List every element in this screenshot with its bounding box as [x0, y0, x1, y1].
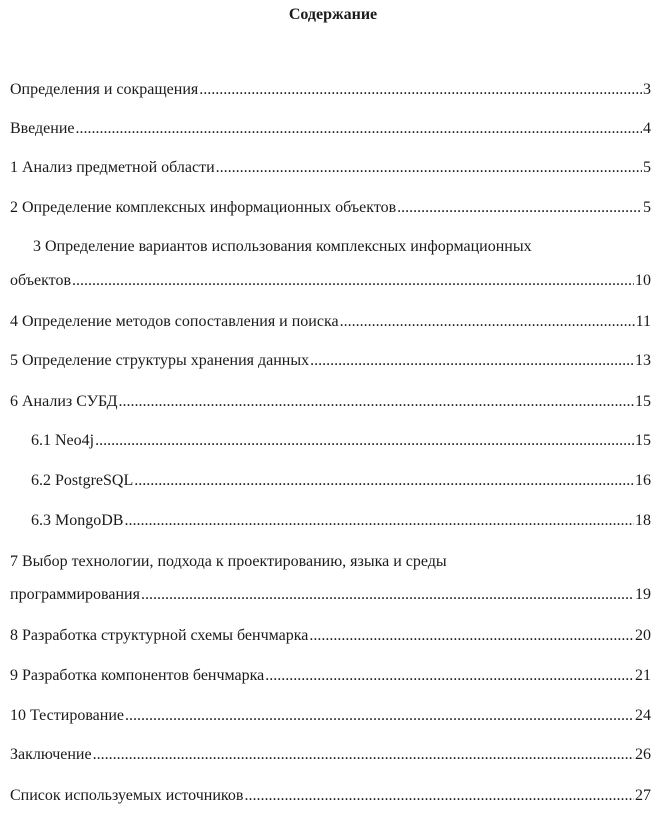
toc-entry-text: 6 Анализ СУБД [10, 393, 118, 410]
toc-page-number: 5 [643, 159, 651, 176]
toc-page-number: 11 [635, 313, 651, 330]
toc-page-number: 18 [635, 512, 651, 529]
toc-leader [125, 706, 634, 726]
toc-leader [119, 392, 634, 412]
toc-leader [76, 119, 643, 139]
page-title: Содержание [288, 6, 378, 23]
toc-entry-text-line1: 7 Выбор технологии, подхода к проектированию, языка и среды [10, 553, 447, 570]
toc-entry [10, 198, 651, 218]
toc-entry-text-line1: 3 Определение вариантов использования комплексных информационных [33, 238, 532, 255]
toc-page-number: 16 [635, 472, 651, 489]
toc-page-number: 10 [635, 272, 651, 289]
toc-entry-text: 4 Определение методов сопоставления и поиска [10, 313, 339, 330]
toc-page-number: 5 [643, 199, 651, 216]
toc-entry-text: 10 Тестирование [10, 707, 124, 724]
toc-entry [31, 471, 651, 491]
toc-entry-text: 5 Определение структуры хранения данных [10, 352, 310, 369]
toc-page-number: 20 [635, 627, 651, 644]
toc-entry [31, 511, 651, 531]
toc-entry [10, 786, 651, 806]
toc-page-number: 3 [643, 81, 651, 98]
toc-entry-text: 6.2 PostgreSQL [31, 472, 134, 489]
toc-leader [95, 431, 634, 451]
toc-entry-text: Список используемых источников [10, 787, 244, 804]
toc-entry [10, 745, 651, 765]
toc-page-number: 4 [643, 120, 651, 137]
toc-entry-text: 6.1 Neo4j [31, 432, 95, 449]
toc-entry-text: 1 Анализ предметной области [10, 159, 215, 176]
toc-page-number: 21 [635, 667, 651, 684]
toc-entry [10, 666, 651, 686]
toc-entry-text: Заключение [10, 746, 92, 763]
toc-entry [10, 351, 651, 371]
toc-entry [10, 158, 651, 178]
toc-entry-text: объектов [10, 272, 72, 289]
toc-entry [10, 80, 651, 100]
toc-entry [10, 392, 651, 412]
toc-entry [10, 626, 651, 646]
toc-entry-text: Введение [10, 120, 75, 137]
toc-entry [10, 585, 651, 605]
toc-page-number: 19 [635, 586, 651, 603]
toc-leader [141, 585, 634, 605]
toc-page-number: 27 [635, 787, 651, 804]
toc-leader [265, 666, 634, 686]
toc-page-number: 13 [635, 352, 651, 369]
toc-entry-text: 8 Разработка структурной схемы бенчмарка [10, 627, 309, 644]
toc-leader [244, 786, 634, 806]
toc-leader [72, 271, 634, 291]
toc-entry [10, 312, 651, 332]
toc-entry-text: 6.3 MongoDB [31, 512, 124, 529]
toc-entry [31, 431, 651, 451]
toc-page-number: 24 [635, 707, 651, 724]
toc-leader [397, 198, 642, 218]
toc-entry-text: программирования [10, 586, 140, 603]
toc-page-number: 15 [635, 393, 651, 410]
toc-leader [310, 351, 634, 371]
toc-leader [199, 80, 642, 100]
toc-leader [340, 312, 635, 332]
toc-entry-text: 9 Разработка компонентов бенчмарка [10, 667, 265, 684]
toc-page-number: 15 [635, 432, 651, 449]
toc-leader [124, 511, 634, 531]
toc-leader [134, 471, 634, 491]
toc-entry-text: 2 Определение комплексных информационных объектов [10, 199, 397, 216]
toc-entry [10, 706, 651, 726]
toc-leader [309, 626, 634, 646]
toc-entry [10, 271, 651, 291]
toc-entry [10, 119, 651, 139]
toc-page-number: 26 [635, 746, 651, 763]
toc-entry-text: Определения и сокращения [10, 81, 199, 98]
toc-leader [93, 745, 634, 765]
toc-leader [216, 158, 642, 178]
